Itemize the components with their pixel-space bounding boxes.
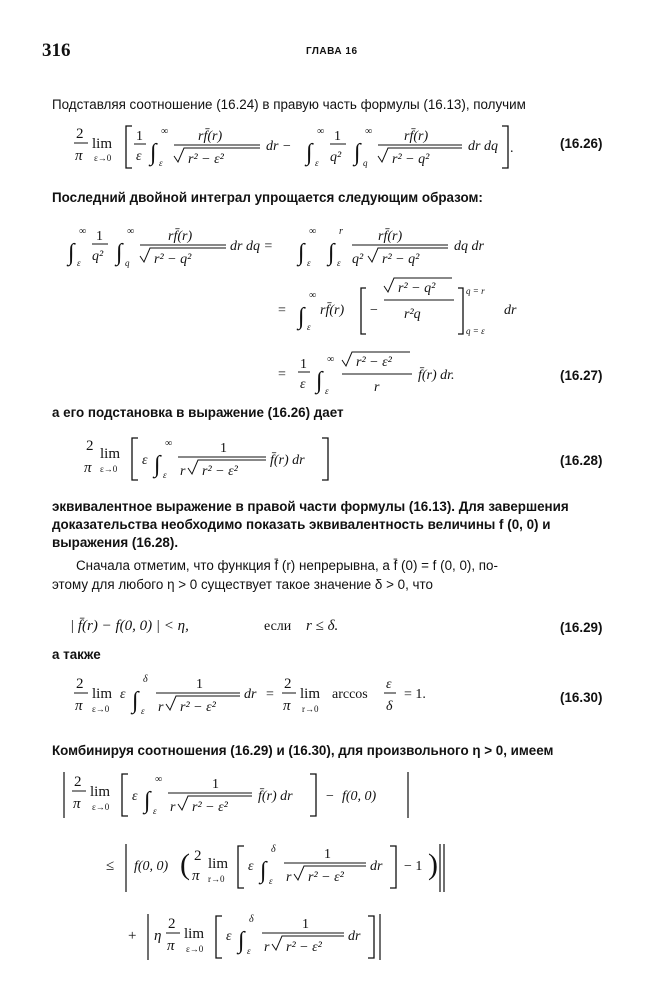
if-label: если bbox=[264, 619, 292, 634]
svg-text:rf̄(r): rf̄(r) bbox=[198, 129, 223, 144]
svg-text:=: = bbox=[278, 303, 286, 318]
svg-text:r² − q²: r² − q² bbox=[154, 252, 192, 267]
svg-text:ε: ε bbox=[269, 876, 273, 886]
svg-text:ε: ε bbox=[226, 929, 232, 944]
svg-text:∫: ∫ bbox=[354, 140, 361, 166]
svg-text:rf̄(r): rf̄(r) bbox=[378, 229, 403, 244]
svg-text:lim: lim bbox=[100, 446, 121, 462]
lim-sub: ε→0 bbox=[94, 153, 112, 163]
equation-number-16-28: (16.28) bbox=[560, 453, 603, 468]
paragraph-continuity-line-2: этому для любого η > 0 существует такое значение δ > 0, что bbox=[52, 577, 433, 592]
svg-text:1: 1 bbox=[212, 777, 219, 792]
svg-text:π: π bbox=[84, 460, 92, 476]
svg-text:+: + bbox=[128, 928, 137, 944]
paragraph-equivalent-line-2: доказательства необходимо показать эквивалентность величины f (0, 0) и bbox=[52, 517, 551, 532]
svg-text:ε: ε bbox=[141, 706, 145, 716]
svg-text:r: r bbox=[339, 226, 343, 237]
svg-text:f̄(r) dr: f̄(r) dr bbox=[258, 789, 293, 804]
svg-text:∞: ∞ bbox=[79, 226, 87, 237]
svg-text:lim: lim bbox=[300, 686, 321, 702]
svg-text:q²: q² bbox=[92, 249, 104, 264]
svg-text:∫: ∫ bbox=[298, 304, 305, 330]
paragraph-continuity-line-1: Сначала отметим, что функция f̄ (r) непрерывна, а f̄ (0) = f (0, 0), по- bbox=[76, 558, 498, 573]
svg-text:r² − ε²: r² − ε² bbox=[356, 355, 392, 370]
svg-text:r² − q²: r² − q² bbox=[398, 281, 436, 296]
svg-text:∫: ∫ bbox=[260, 858, 267, 884]
svg-text:q = ε: q = ε bbox=[466, 326, 485, 336]
paragraph-equivalent-line-1: эквивалентное выражение в правой части формулы (16.13). Для завершения bbox=[52, 499, 569, 514]
svg-text:π: π bbox=[192, 868, 200, 884]
svg-text:∫: ∫ bbox=[132, 688, 139, 714]
svg-text:q: q bbox=[125, 258, 130, 268]
svg-text:r ≤ δ.: r ≤ δ. bbox=[306, 618, 339, 634]
svg-text:∞: ∞ bbox=[127, 226, 135, 237]
svg-text:ε: ε bbox=[300, 377, 306, 392]
svg-text:ε: ε bbox=[163, 470, 167, 480]
paragraph-equivalent-line-3: выражения (16.28). bbox=[52, 535, 179, 550]
svg-text:=: = bbox=[278, 367, 286, 382]
svg-text:ε: ε bbox=[136, 149, 142, 164]
svg-text:| f̄(r) − f(0, 0) | < η,: | f̄(r) − f(0, 0) | < η, bbox=[70, 618, 189, 634]
svg-text:ε→0: ε→0 bbox=[100, 464, 118, 474]
svg-text:2: 2 bbox=[86, 438, 94, 454]
equation-number-16-30: (16.30) bbox=[560, 690, 603, 705]
svg-text:r² − ε²: r² − ε² bbox=[286, 940, 322, 955]
svg-text:∞: ∞ bbox=[317, 126, 325, 137]
svg-text:r² − ε²: r² − ε² bbox=[192, 800, 228, 815]
svg-text:∞: ∞ bbox=[165, 438, 173, 449]
svg-text:ε: ε bbox=[77, 258, 81, 268]
svg-text:∞: ∞ bbox=[155, 774, 163, 785]
svg-text:r² − ε²: r² − ε² bbox=[202, 464, 238, 479]
svg-text:∫: ∫ bbox=[68, 240, 75, 266]
svg-text:dr −: dr − bbox=[266, 139, 292, 154]
svg-text:1: 1 bbox=[334, 129, 341, 144]
svg-text:q = r: q = r bbox=[466, 286, 485, 296]
svg-text:dr dq =: dr dq = bbox=[230, 239, 273, 254]
svg-text:1: 1 bbox=[136, 129, 143, 144]
svg-text:ε→0: ε→0 bbox=[92, 802, 110, 812]
svg-text:π: π bbox=[167, 938, 175, 954]
svg-text:ε: ε bbox=[307, 322, 311, 332]
equation-final-inequality bbox=[56, 764, 476, 964]
paragraph-intro: Подставляя соотношение (16.24) в правую часть формулы (16.13), получим bbox=[52, 97, 526, 112]
svg-text:π: π bbox=[75, 148, 83, 164]
svg-text:∫: ∫ bbox=[328, 240, 335, 266]
svg-text:r: r bbox=[158, 700, 164, 715]
svg-text:r: r bbox=[170, 800, 176, 815]
svg-text:r²q: r²q bbox=[404, 307, 421, 322]
svg-text:2: 2 bbox=[194, 848, 202, 864]
equation-number-16-26: (16.26) bbox=[560, 136, 603, 151]
svg-text:δ: δ bbox=[386, 699, 393, 714]
svg-text:1: 1 bbox=[324, 847, 331, 862]
svg-text:rf̄(r): rf̄(r) bbox=[168, 229, 193, 244]
equation-16-26 bbox=[70, 118, 630, 178]
svg-text:(: ( bbox=[180, 848, 190, 881]
svg-text:dr: dr bbox=[504, 303, 517, 318]
svg-text:q²: q² bbox=[352, 252, 364, 267]
svg-text:f(0, 0): f(0, 0) bbox=[342, 789, 377, 804]
svg-text:ε: ε bbox=[307, 258, 311, 268]
svg-text:r: r bbox=[180, 464, 186, 479]
svg-text:η: η bbox=[154, 928, 162, 944]
svg-text:ε→0: ε→0 bbox=[92, 704, 110, 714]
svg-text:∫: ∫ bbox=[150, 140, 157, 166]
svg-text:∫: ∫ bbox=[116, 240, 123, 266]
svg-text:r→0: r→0 bbox=[208, 874, 225, 884]
svg-text:δ: δ bbox=[249, 914, 254, 925]
svg-text:1: 1 bbox=[220, 441, 227, 456]
svg-text:ε: ε bbox=[132, 789, 138, 804]
svg-text:dr: dr bbox=[370, 859, 383, 874]
svg-text:): ) bbox=[428, 848, 438, 881]
svg-text:ε: ε bbox=[315, 158, 319, 168]
paragraph-substitution: а его подстановка в выражение (16.26) дает bbox=[52, 405, 344, 420]
svg-text:ε: ε bbox=[386, 677, 392, 692]
svg-text:1: 1 bbox=[196, 677, 203, 692]
svg-text:f(0, 0): f(0, 0) bbox=[134, 859, 169, 874]
svg-text:dr: dr bbox=[244, 687, 257, 702]
equation-16-27 bbox=[66, 214, 566, 404]
svg-text:ε: ε bbox=[247, 946, 251, 956]
chapter-header: ГЛАВА 16 bbox=[306, 46, 358, 57]
paragraph-combining: Комбинируя соотношения (16.29) и (16.30), для произвольного η > 0, имеем bbox=[52, 743, 554, 758]
svg-text:arccos: arccos bbox=[332, 687, 368, 702]
svg-text:∞: ∞ bbox=[327, 354, 335, 365]
svg-text:f̄(r) dr.: f̄(r) dr. bbox=[418, 368, 455, 383]
svg-text:≤: ≤ bbox=[106, 858, 115, 874]
svg-text:ε: ε bbox=[248, 859, 254, 874]
svg-text:∞: ∞ bbox=[309, 290, 317, 301]
svg-text:lim: lim bbox=[208, 856, 229, 872]
svg-text:ε: ε bbox=[325, 386, 329, 396]
equation-16-29 bbox=[70, 608, 370, 642]
svg-text:dq dr: dq dr bbox=[454, 239, 484, 254]
svg-text:ε: ε bbox=[337, 258, 341, 268]
svg-text:ε: ε bbox=[159, 158, 163, 168]
svg-text:ε: ε bbox=[153, 806, 157, 816]
svg-text:r² − q²: r² − q² bbox=[392, 152, 430, 167]
svg-text:r² − ε²: r² − ε² bbox=[188, 152, 224, 167]
svg-text:2: 2 bbox=[168, 916, 176, 932]
paragraph-also: а также bbox=[52, 647, 101, 662]
svg-text:ε→0: ε→0 bbox=[186, 944, 204, 954]
svg-text:q: q bbox=[363, 158, 368, 168]
lim-label: lim bbox=[92, 136, 113, 152]
svg-text:r: r bbox=[374, 380, 380, 395]
equation-number-16-29: (16.29) bbox=[560, 620, 603, 635]
svg-text:=: = bbox=[266, 687, 274, 702]
svg-text:1: 1 bbox=[96, 229, 103, 244]
svg-text:r² − ε²: r² − ε² bbox=[180, 700, 216, 715]
svg-text:q²: q² bbox=[330, 150, 342, 165]
svg-text:2: 2 bbox=[76, 126, 84, 142]
svg-text:∫: ∫ bbox=[298, 240, 305, 266]
svg-text:r² − ε²: r² − ε² bbox=[308, 870, 344, 885]
svg-text:1: 1 bbox=[302, 917, 309, 932]
svg-text:ε: ε bbox=[120, 687, 126, 702]
svg-text:.: . bbox=[510, 141, 514, 156]
svg-text:π: π bbox=[283, 698, 291, 714]
svg-text:∞: ∞ bbox=[161, 126, 169, 137]
svg-text:∞: ∞ bbox=[309, 226, 317, 237]
svg-text:π: π bbox=[75, 698, 83, 714]
svg-text:lim: lim bbox=[184, 926, 205, 942]
svg-text:∫: ∫ bbox=[306, 140, 313, 166]
svg-text:dr dq: dr dq bbox=[468, 139, 498, 154]
paragraph-double-integral: Последний двойной интеграл упрощается следующим образом: bbox=[52, 190, 483, 205]
svg-text:r→0: r→0 bbox=[302, 704, 319, 714]
svg-text:δ: δ bbox=[271, 844, 276, 855]
svg-text:lim: lim bbox=[90, 784, 111, 800]
svg-text:lim: lim bbox=[92, 686, 113, 702]
svg-text:r: r bbox=[286, 870, 292, 885]
svg-text:−: − bbox=[370, 303, 378, 318]
svg-text:∫: ∫ bbox=[154, 452, 161, 478]
svg-text:− 1: − 1 bbox=[404, 859, 423, 874]
svg-text:∞: ∞ bbox=[365, 126, 373, 137]
svg-text:rf̄(r): rf̄(r) bbox=[404, 129, 429, 144]
svg-text:rf̄(r): rf̄(r) bbox=[320, 303, 345, 318]
svg-text:2: 2 bbox=[284, 676, 292, 692]
svg-text:r² − q²: r² − q² bbox=[382, 252, 420, 267]
svg-text:∫: ∫ bbox=[238, 928, 245, 954]
equation-number-16-27: (16.27) bbox=[560, 368, 603, 383]
page-number: 316 bbox=[42, 40, 71, 61]
svg-text:2: 2 bbox=[76, 676, 84, 692]
svg-text:π: π bbox=[73, 796, 81, 812]
svg-text:δ: δ bbox=[143, 674, 148, 685]
svg-text:∫: ∫ bbox=[316, 368, 323, 394]
svg-text:−: − bbox=[326, 789, 334, 804]
svg-text:dr: dr bbox=[348, 929, 361, 944]
equation-16-30 bbox=[70, 668, 470, 728]
svg-text:1: 1 bbox=[300, 357, 307, 372]
svg-text:f̄(r) dr: f̄(r) dr bbox=[270, 453, 305, 468]
svg-text:= 1.: = 1. bbox=[404, 687, 426, 702]
svg-text:ε: ε bbox=[142, 453, 148, 468]
svg-text:2: 2 bbox=[74, 774, 82, 790]
equation-16-28 bbox=[70, 428, 370, 488]
svg-text:∫: ∫ bbox=[144, 788, 151, 814]
svg-text:r: r bbox=[264, 940, 270, 955]
